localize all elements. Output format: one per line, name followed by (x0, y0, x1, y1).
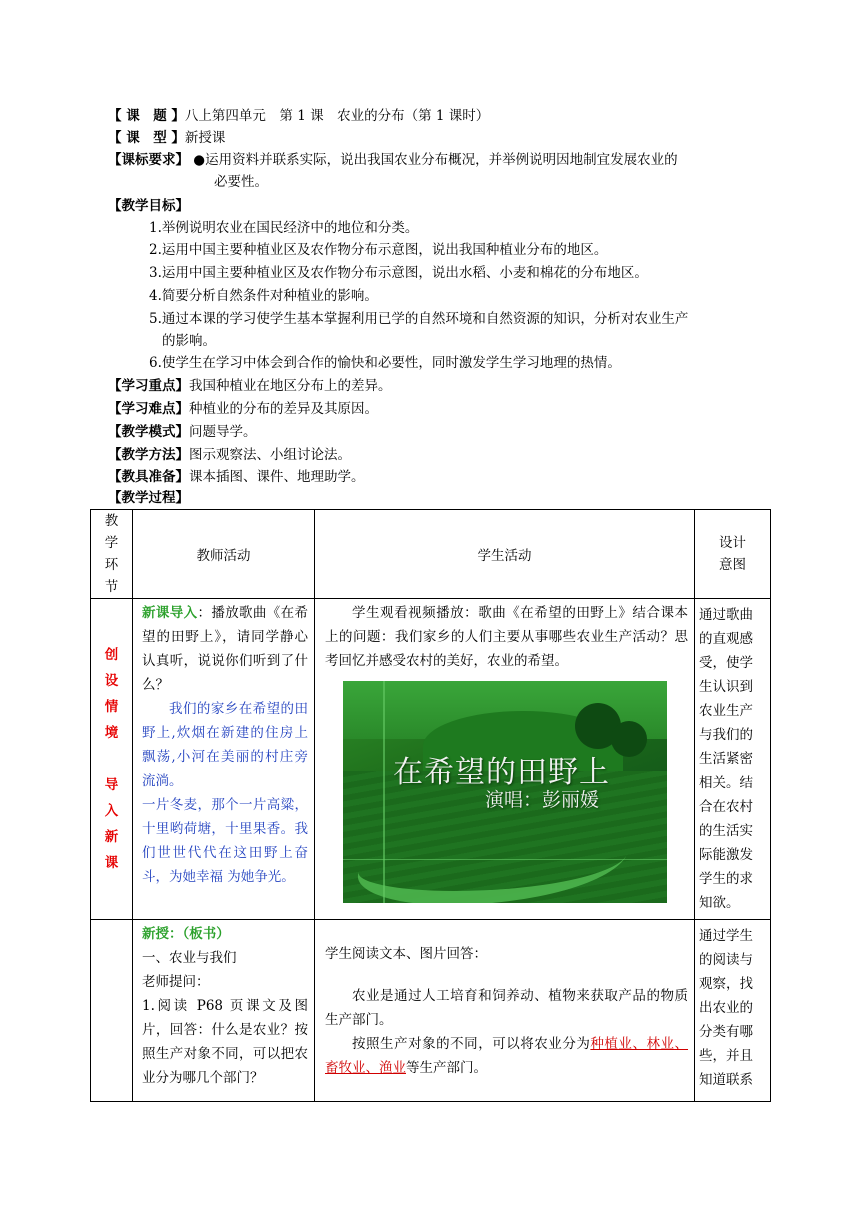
mode-value: 问题导学。 (189, 424, 257, 440)
method-value: 图示观察法、小组讨论法。 (189, 447, 351, 463)
goal-text: 4.简要分析自然条件对种植业的影响。 (149, 288, 378, 304)
stage-char: 境 (104, 725, 119, 741)
stage-char: 入 (104, 803, 119, 819)
tools-label: 【教具准备】 (108, 469, 189, 485)
video-frame[interactable] (343, 681, 667, 903)
teacher-line: 1.阅读 P68 页课文及图片，回答：什么是农业？按照生产对象不同，可以把农业分为哪几个部门？ (142, 998, 308, 1086)
video-title: 在希望的田野上 (393, 755, 610, 790)
video-singer: 演唱：彭丽媛 (485, 789, 600, 811)
process-table (90, 509, 771, 1102)
header-stage-char: 教 (104, 513, 119, 529)
stage-label (91, 642, 132, 876)
goal-text: 2.运用中国主要种植业区及农作物分布示意图，说出我国种植业分布的地区。 (149, 242, 608, 258)
method-label: 【教学方法】 (108, 447, 189, 463)
difficult-point-line (108, 398, 768, 420)
topic-value: 八上第四单元 第 1 课 农业的分布（第 1 课时） (184, 108, 490, 124)
method-line (108, 444, 768, 466)
key-label: 【学习重点】 (108, 378, 189, 394)
tools-line (108, 466, 768, 488)
goals-label: 【教学目标】 (108, 198, 189, 214)
stage-char: 情 (104, 699, 119, 715)
design-cell-new (695, 920, 771, 1102)
key-point-line (108, 375, 768, 397)
student-line: 学生阅读文本、图片回答： (325, 946, 487, 962)
lyrics-paragraph: 我们的家乡在希望的田野上,炊烟在新建的住房上飘荡,小河在美丽的村庄旁流淌。 (142, 701, 308, 789)
teacher-intro-text (133, 599, 314, 891)
design-cell-intro (695, 599, 771, 920)
goal-item (149, 308, 769, 352)
header-student: 学生活动 (315, 510, 695, 599)
table-header-row (91, 510, 771, 599)
student-line: 农业是通过人工培育和饲养动、植物来获取产品的物质生产部门。 (325, 988, 688, 1028)
goal-item (149, 262, 769, 284)
stage-char: 课 (104, 855, 119, 871)
table-row (91, 599, 771, 920)
difficult-label: 【学习难点】 (108, 401, 189, 417)
teacher-new-text (133, 920, 314, 1092)
student-text: 学生观看视频播放：歌曲《在希望的田野上》结合课本上的问题：我们家乡的人们主要从事哪些农业生产活动？思考回忆并感受农村的美好，农业的希望。 (325, 605, 688, 669)
student-line-suffix: 等生产部门。 (406, 1060, 487, 1076)
teacher-line: 一、农业与我们 (142, 950, 237, 966)
teacher-cell-new (133, 920, 315, 1102)
lyrics-paragraph: 一片冬麦，那个一片高粱，十里哟荷塘，十里果香。我们世世代代在这田野上奋斗，为她幸福 为她争光。 (142, 797, 308, 885)
highlight-sep: 、 (365, 1060, 379, 1076)
header-stage (91, 510, 133, 599)
topic-label: 【 课 题 】 (108, 108, 185, 124)
highlight-term: 渔业 (379, 1060, 406, 1076)
student-line-prefix: 按照生产对象的不同，可以将农业分为 (352, 1036, 591, 1052)
header-design-line: 意图 (719, 557, 746, 573)
header-teacher: 教师活动 (133, 510, 315, 599)
teacher-heading: 新授：（板书） (142, 926, 230, 942)
goal-item (149, 352, 769, 374)
stage-cell-new (91, 920, 133, 1102)
design-text: 通过学生的阅读与观察，找出农业的分类有哪些，并且知道联系 (699, 928, 753, 1088)
standard-line (108, 149, 768, 171)
key-value: 我国种植业在地区分布上的差异。 (189, 378, 392, 394)
goal-text: 1.举例说明农业在国民经济中的地位和分类。 (149, 220, 419, 236)
video-line (383, 681, 385, 903)
goal-item (149, 217, 769, 239)
table-row (91, 920, 771, 1102)
standard-label: 【课标要求】 (108, 152, 189, 168)
header-design (695, 510, 771, 599)
header-stage-char: 环 (104, 557, 119, 573)
header-stage-char: 学 (104, 535, 119, 551)
header-design-line: 设计 (719, 535, 746, 551)
header-stage-char: 节 (104, 579, 119, 595)
video-tree (611, 721, 647, 757)
goal-item (149, 239, 769, 261)
goal-text: 5.通过本课的学习使学生基本掌握利用已学的自然环境和自然资源的知识，分析对农业生产 (149, 311, 689, 327)
goals-heading (108, 195, 768, 217)
stage-char: 新 (104, 829, 119, 845)
stage-gap (91, 746, 132, 772)
teacher-cell-intro (133, 599, 315, 920)
student-cell-intro (315, 599, 695, 920)
student-new-text (315, 920, 694, 1082)
type-value: 新授课 (184, 130, 226, 146)
stage-cell-intro (91, 599, 133, 920)
standard-value-1: ●运用资料并联系实际，说出我国农业分布概况，并举例说明因地制宜发展农业的 (193, 152, 678, 168)
mode-line (108, 421, 768, 443)
process-label: 【教学过程】 (108, 490, 189, 506)
teacher-text: ：播放歌曲《在希望的田野上》，请同学静心认真听，说说你们听到了什么？ (142, 605, 309, 693)
type-line (108, 127, 768, 149)
standard-value-2: 必要性。 (214, 174, 268, 190)
highlight-term: 种植业、林业 (590, 1036, 675, 1052)
design-text: 通过歌曲的直观感受，使学生认识到农业生产与我们的生活紧密相关。结合在农村的生活实际能激发学生的求知欲。 (699, 607, 753, 911)
stage-char: 创 (104, 647, 119, 663)
highlight-sep: 、 (674, 1036, 689, 1052)
teacher-line: 老师提问： (142, 974, 210, 990)
type-label: 【 课 型 】 (108, 130, 185, 146)
mode-label: 【教学模式】 (108, 424, 189, 440)
student-cell-new (315, 920, 695, 1102)
stage-char: 导 (104, 777, 119, 793)
tools-value: 课本插图、课件、地理助学。 (189, 469, 365, 485)
goal-text-cont: 的影响。 (162, 333, 216, 349)
goal-item (149, 285, 769, 307)
topic-line (108, 105, 768, 127)
process-heading (108, 487, 768, 509)
goal-text: 3.运用中国主要种植业区及农作物分布示意图，说出水稻、小麦和棉花的分布地区。 (149, 265, 648, 281)
highlight-term: 畜牧业 (325, 1060, 366, 1076)
video-line (343, 859, 667, 860)
teacher-heading: 新课导入 (142, 605, 198, 621)
difficult-value: 种植业的分布的差异及其原因。 (189, 401, 378, 417)
stage-char: 设 (104, 673, 119, 689)
goal-text: 6.使学生在学习中体会到合作的愉快和必要性，同时激发学生学习地理的热情。 (149, 355, 621, 371)
student-line (325, 1032, 688, 1080)
